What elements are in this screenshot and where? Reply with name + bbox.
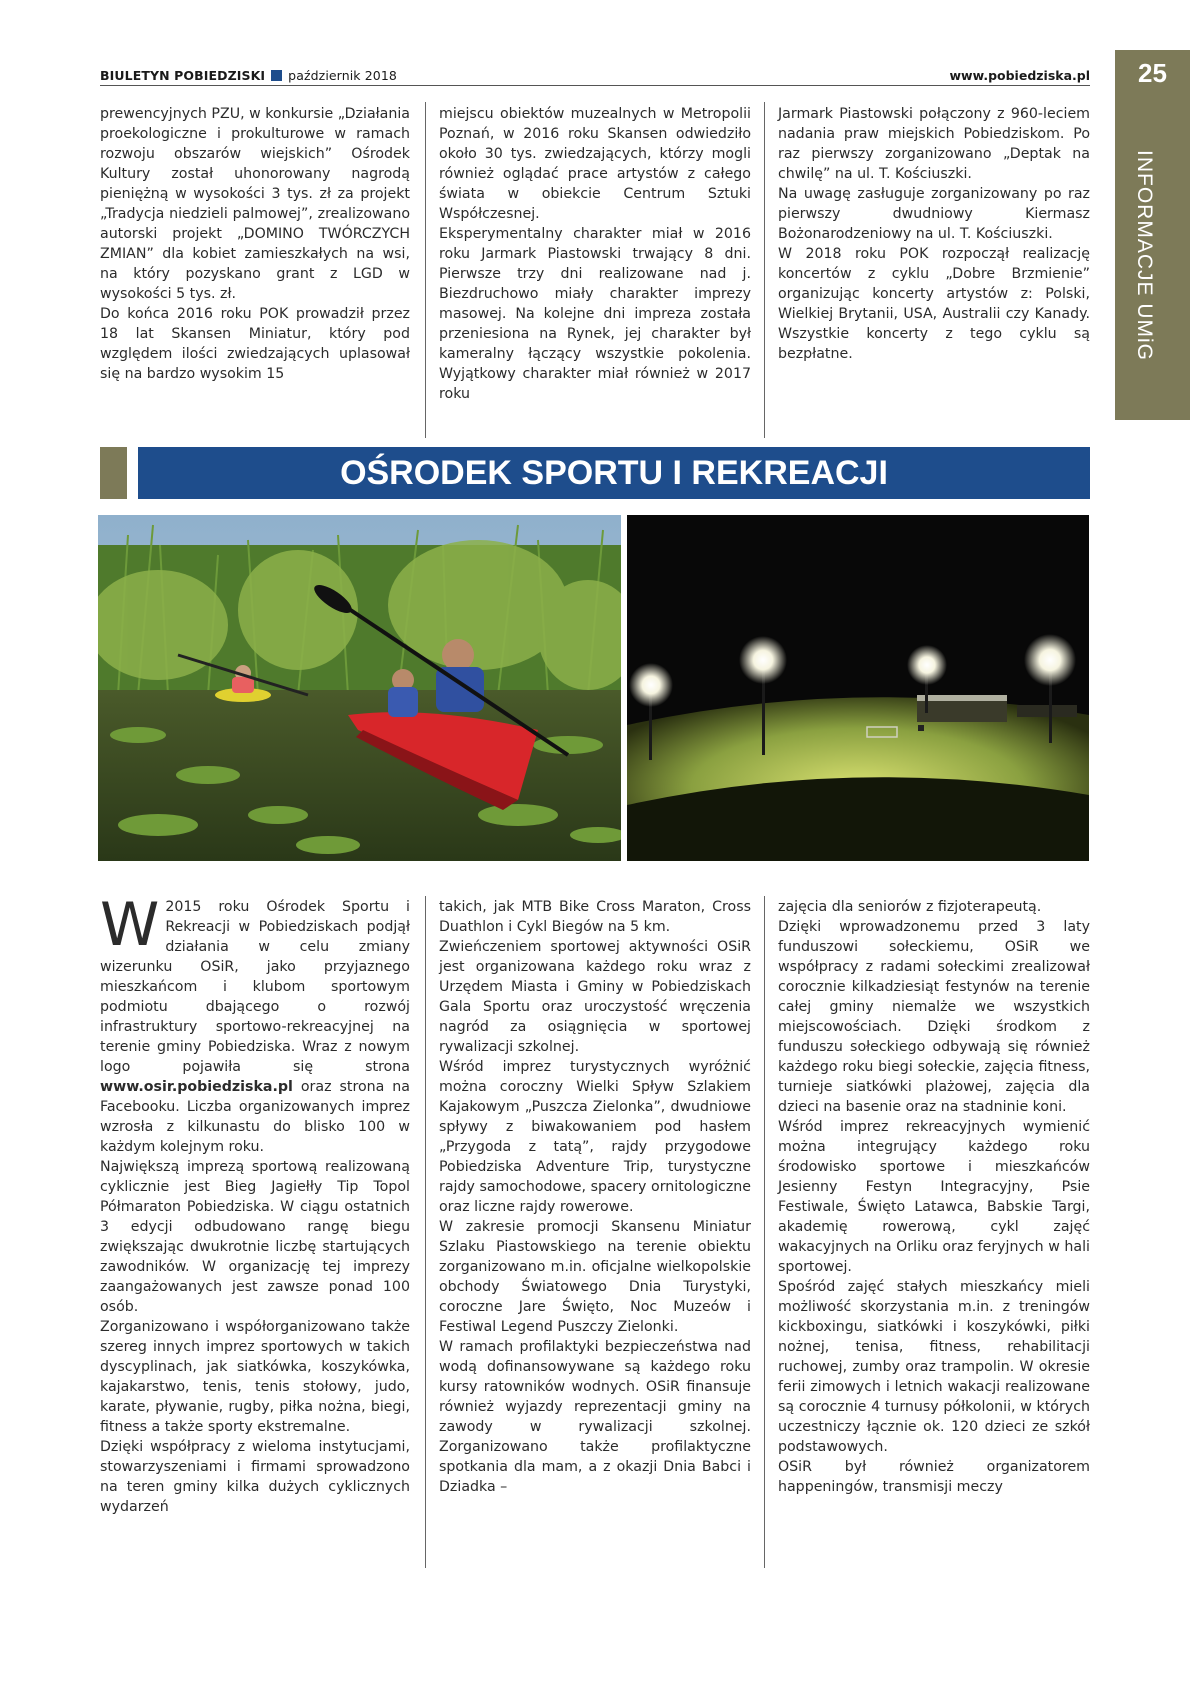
kayak-photo-illustration xyxy=(98,515,621,861)
paragraph: Jarmark Piastowski połączony z 960-leciem nadania praw miejskich Pobiedziskom. Po raz pierwszy zorganizowano „Deptak na chwilę” na ul. T. Kościuszki. xyxy=(778,106,1090,182)
issue-date: październik 2018 xyxy=(288,68,397,83)
article-column-2 xyxy=(439,897,751,1497)
lead-text: 2015 roku Ośrodek Sportu i Rekreacji w Pobiedziskach podjął działania w celu zmiany wizerunku OSiR, jako przyjaznego mieszkańcom i klubom sportowym podmiotu dbającego o rozwój infrastruktury sportowo-rekreacyjnej na terenie gminy Pobiedziska. Wraz z nowym logo pojawiła się strona xyxy=(100,899,410,1075)
paragraph: Na uwagę zasługuje zorganizowany po raz pierwszy dwudniowy Kiermasz Bożonarodzeniowy na ul. T. Kościuszki. xyxy=(778,186,1090,242)
paragraph: Dzięki wprowadzonemu przed 3 laty funduszowi sołeckiemu, OSiR we współpracy z radami sołeckimi zrealizował corocznie kilkadziesiąt festynów na terenie całej gminy niemalże we wszystkich miejscowościach. Dzięki środkom z funduszu sołeckiego odbywają się również każdego roku biegi sołeckie, zajęcia fitness, turnieje siatkówki plażowej, zajęcia dla dzieci na basenie oraz na stadninie koni. xyxy=(778,919,1090,1115)
page-number: 25 xyxy=(1138,58,1167,88)
top-column-3 xyxy=(778,104,1090,364)
article-column-1 xyxy=(100,890,410,1517)
top-column-2 xyxy=(439,104,751,404)
column-divider xyxy=(764,102,765,438)
paragraph: W ramach profilaktyki bezpieczeństwa nad wodą dofinansowywane są każdego roku kursy ratowników wodnych. OSiR finansuje również wyjazdy reprezentacji gminy na zawody w rywalizacji szkolnej. Zorganizowano także profilaktyczne spotkania dla mam, a z okazji Dnia Babci i Dziadka – xyxy=(439,1339,751,1495)
column-divider xyxy=(425,102,426,438)
column-divider xyxy=(764,896,765,1568)
header-rule xyxy=(100,85,1090,86)
paragraph: OSiR był również organizatorem happeningów, transmisji meczy xyxy=(778,1459,1090,1495)
column-divider xyxy=(425,896,426,1568)
kayak-photo xyxy=(98,515,621,861)
paragraph: Spośród zajęć stałych mieszkańcy mieli możliwość skorzystania m.in. z treningów kickboxingu, siatkówki i koszykówki, piłki nożnej, tenisa, fitness, rehabilitacji ruchowej, zumby oraz trampolin. W okresie ferii zimowych i letnich wakacji realizowane są corocznie 4 turnusy półkolonii, w których uczestniczy łącznie ok. 120 dzieci ze szkół podstawowych. xyxy=(778,1279,1090,1455)
paragraph: Dzięki współpracy z wieloma instytucjami, stowarzyszeniami i firmami sprowadzono na teren gminy kilka dużych cyklicznych wydarzeń xyxy=(100,1439,410,1515)
paragraph: Zorganizowano i współorganizowano także szereg innych imprez sportowych w takich dyscyplinach, jak siatkówka, koszykówka, kajakarstwo, tenis, tenis stołowy, judo, karate, pływanie, rugby, piłka nożna, biegi, fitness a także sporty ekstremalne. xyxy=(100,1319,410,1435)
lead-paragraph xyxy=(100,890,410,1157)
section-title: OŚRODEK SPORTU I REKREACJI xyxy=(138,447,1090,499)
running-header xyxy=(100,66,1090,86)
paragraph: Wśród imprez turystycznych wyróżnić można coroczny Wielki Spływ Szlakiem Kajakowym „Puszcza Zielonka”, dwudniowe spływy z biwakowaniem pod hasłem „Przygoda z tatą”, rajdy przygodowe Pobiedziska Adventure Trip, turystyczne rajdy samochodowe, spacery ornitologiczne oraz liczne rajdy rowerowe. xyxy=(439,1059,751,1215)
article-column-3 xyxy=(778,897,1090,1497)
section-tab xyxy=(1115,50,1190,420)
stadium-photo xyxy=(627,515,1089,861)
lead-text-end: oraz strona na Facebooku. Liczba organizowanych imprez wzrosła z kilkunastu do blisko 100 w każdym kolejnym roku. xyxy=(100,1079,410,1155)
paragraph: Zwieńczeniem sportowej aktywności OSiR jest organizowana każdego roku wraz z Urzędem Miasta i Gminy w Pobiedziskach Gala Sportu oraz uroczystość wręczenia nagród za osiągnięcia w sportowej rywalizacji szkolnej. xyxy=(439,939,751,1055)
top-column-1 xyxy=(100,104,410,384)
paragraph: Największą imprezą sportową realizowaną cyklicznie jest Bieg Jagiełły Tip Topol Półmaraton Pobiedziska. W ciągu ostatnich 3 edycji odbudowano rangę biegu zwiększając dwukrotnie liczbę startujących zawodników. W organizację tej imprezy zaangażowanych jest zawsze ponad 100 osób. xyxy=(100,1159,410,1315)
paragraph: zajęcia dla seniorów z fizjoterapeutą. xyxy=(778,899,1042,915)
paragraph: Do końca 2016 roku POK prowadził przez 18 lat Skansen Miniatur, który pod względem ilości zwiedzających uplasował się na bardzo wysokim 15 xyxy=(100,306,410,382)
paragraph: miejscu obiektów muzealnych w Metropolii Poznań, w 2016 roku Skansen odwiedziło około 30 tys. zwiedzających, którzy mogli również oglądać prace artystów z całego świata w obiekcie Centrum Sztuki Współczesnej. xyxy=(439,106,751,222)
paragraph: W zakresie promocji Skansenu Miniatur Szlaku Piastowskiego na terenie obiektu zorganizowano m.in. oficjalne wielkopolskie obchody Światowego Dnia Turystyki, coroczne Jare Święto, Noc Muzeów i Festiwal Legend Puszczy Zielonki. xyxy=(439,1219,751,1335)
section-tab-label: INFORMACJE UMiG xyxy=(1133,150,1156,361)
square-bullet-icon xyxy=(271,70,282,81)
osir-website-link[interactable]: www.osir.pobiedziska.pl xyxy=(100,1079,293,1095)
drop-cap: W xyxy=(100,890,160,960)
paragraph: prewencyjnych PZU, w konkursie „Działania proekologiczne i prokulturowe w ramach rozwoju obszarów wiejskich” Ośrodek Kultury został uhonorowany nagrodą pieniężną w wysokości 3 tys. zł za projekt „Tradycja niedzieli palmowej”, zrealizowano autorski projekt „DOMINO TWÓRCZYCH ZMIAN” dla kobiet zamieszkałych na wsi, na który pozyskano grant z LGD w wysokości 5 tys. zł. xyxy=(100,106,410,302)
paragraph: W 2018 roku POK rozpoczął realizację koncertów z cyklu „Dobre Brzmienie” organizując koncerty artystów z: Polski, Wielkiej Brytanii, USA, Australii czy Kanady. Wszystkie koncerty z tego cyklu są bezpłatne. xyxy=(778,246,1090,362)
banner-accent xyxy=(100,447,127,499)
paragraph: Wśród imprez rekreacyjnych wymienić można integrujący każdego roku środowisko sportowe i mieszkańców Jesienny Festyn Integracyjny, Psie Festiwale, Święto Latawca, Babskie Targi, akademię rowerową, cykl zajęć wakacyjnych na Orliku oraz feryjnych w hali sportowej. xyxy=(778,1119,1090,1275)
publication-name: BIULETYN POBIEDZISKI xyxy=(100,68,266,83)
stadium-photo-illustration xyxy=(627,515,1089,861)
header-left xyxy=(100,68,397,83)
paragraph: takich, jak MTB Bike Cross Maraton, Cross Duathlon i Cykl Biegów na 5 km. xyxy=(439,899,751,935)
website-url: www.pobiedziska.pl xyxy=(949,68,1090,83)
paragraph: Eksperymentalny charakter miał w 2016 roku Jarmark Piastowski trwający 8 dni. Pierwsze trzy dni realizowane nad j. Biezdruchowo miały charakter imprezy masowej. Na kolejne dni impreza została przeniesiona na Rynek, jej charakter był kameralny łączący wszystkie pokolenia. Wyjątkowy charakter miał również w 2017 roku xyxy=(439,226,751,402)
